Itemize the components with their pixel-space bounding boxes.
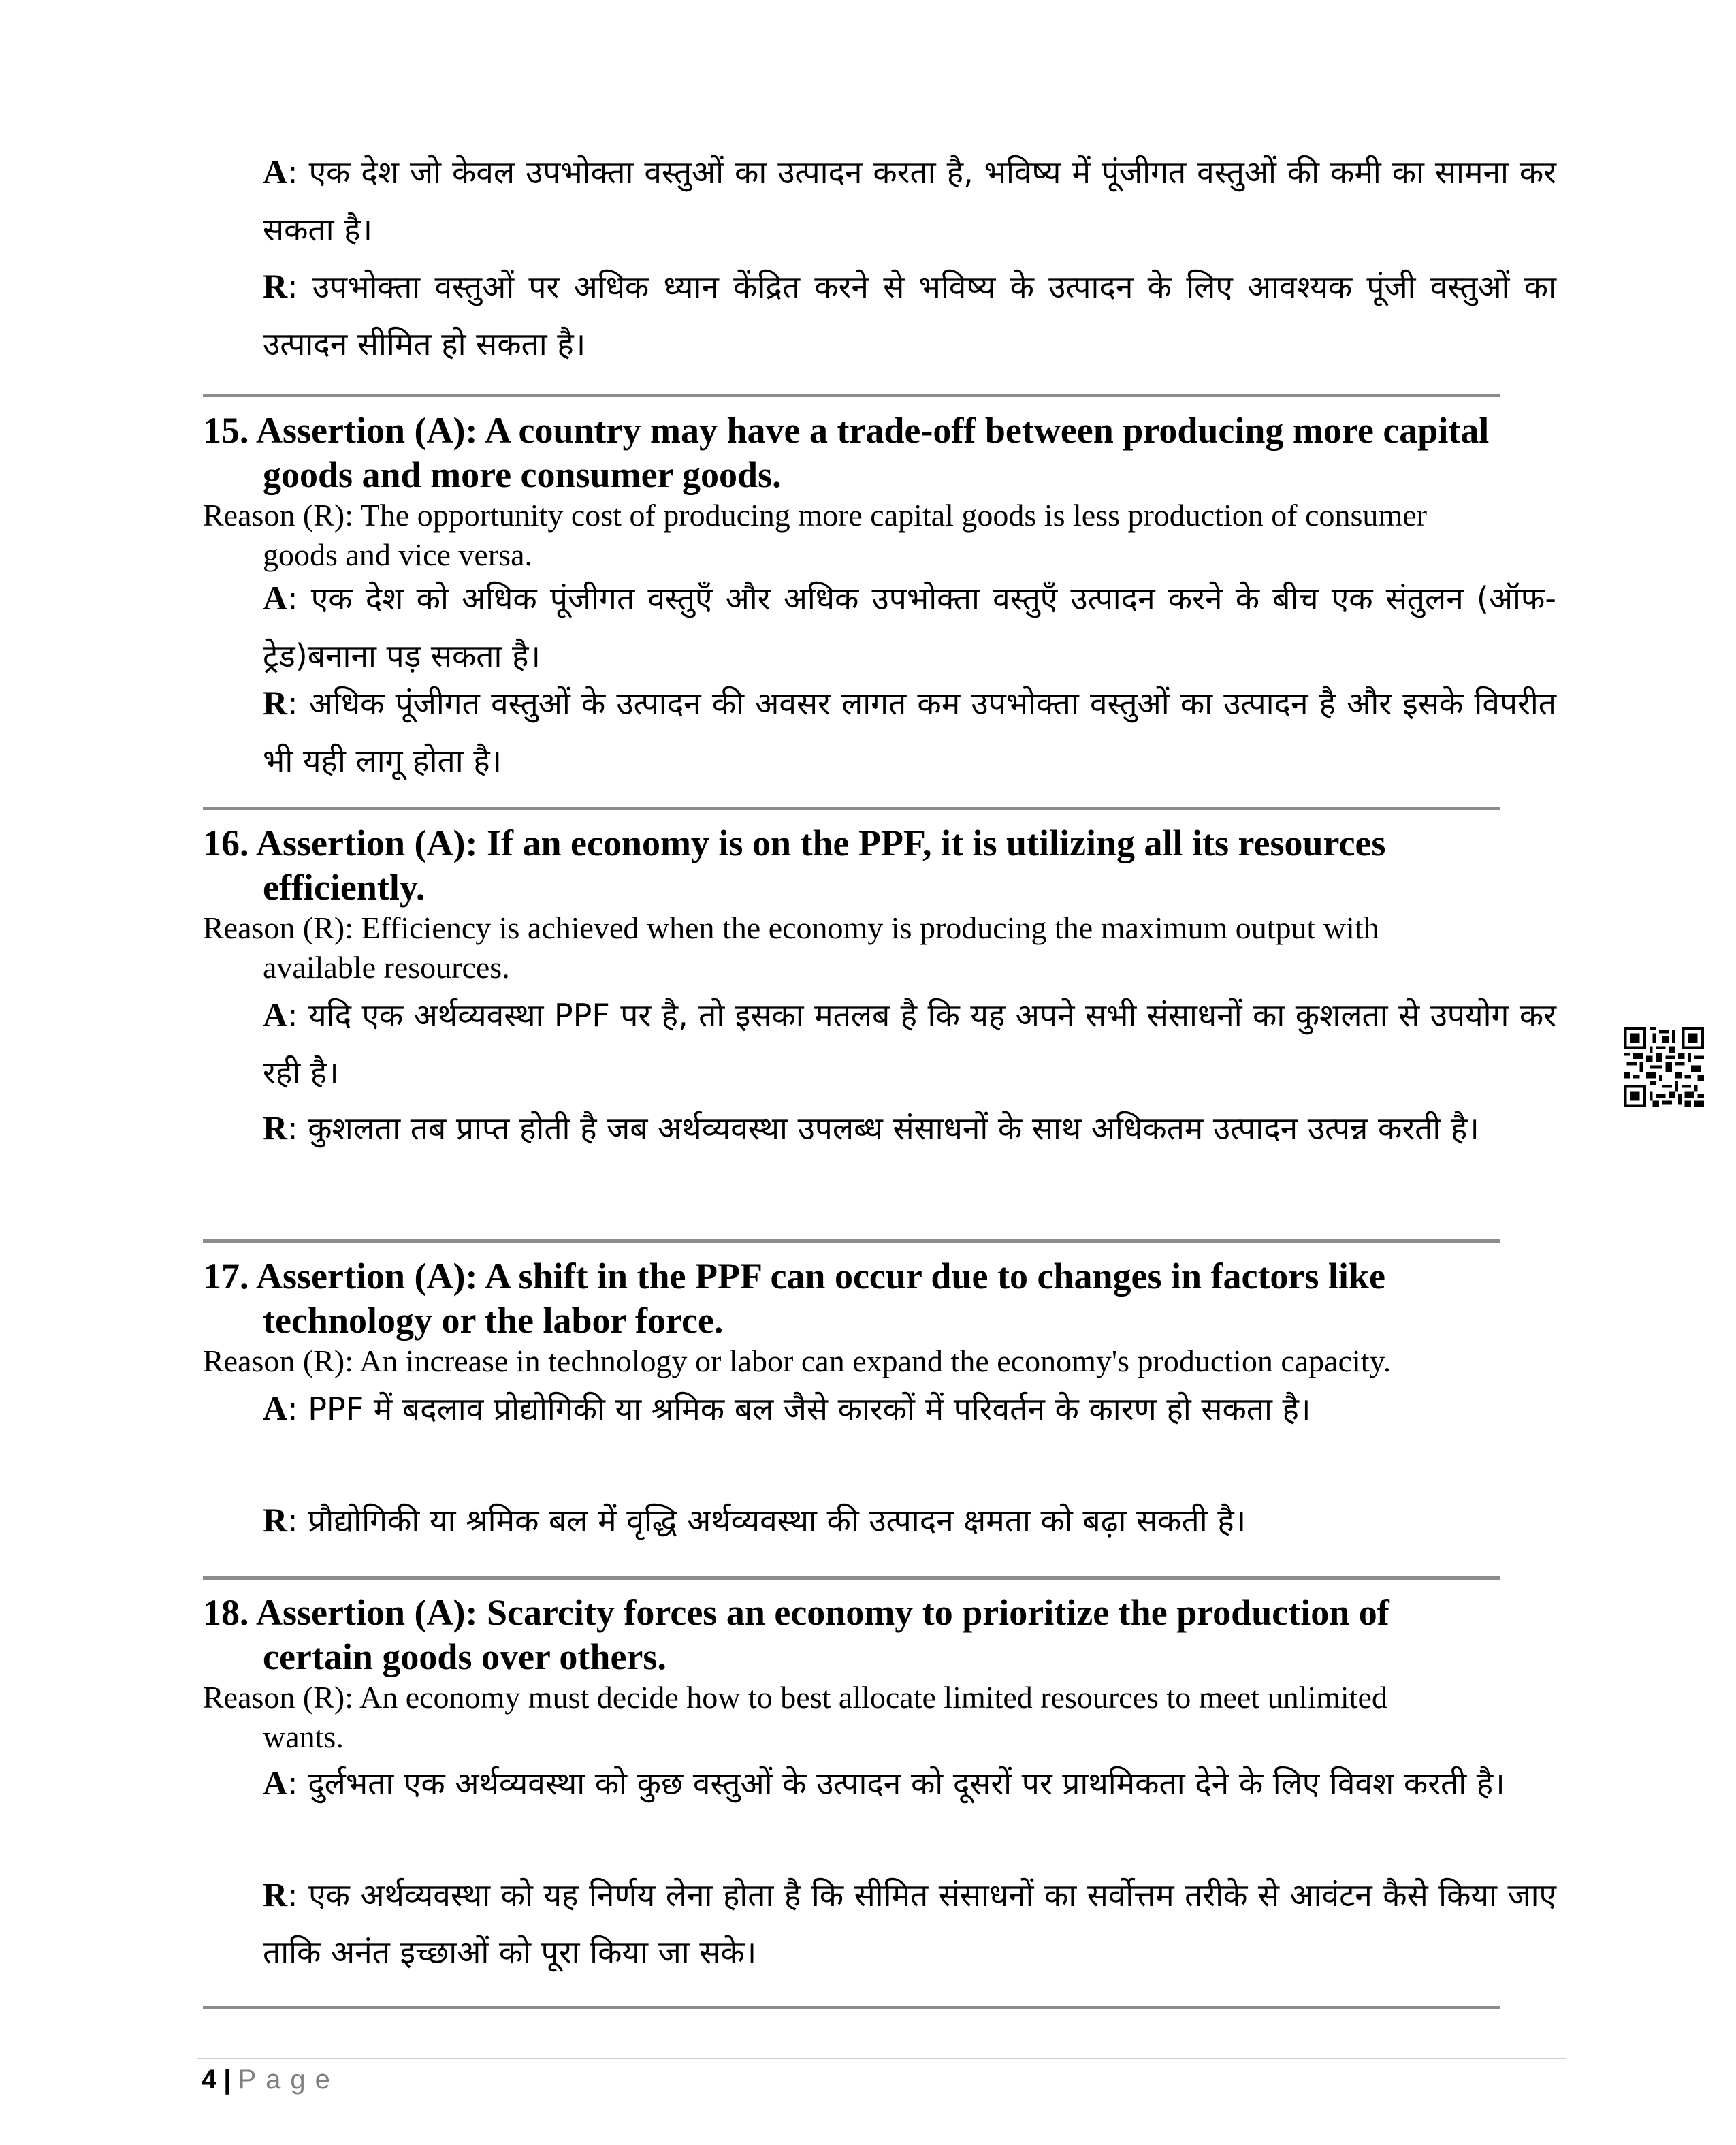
page-word: Page [238,2065,340,2095]
question-15-reason-hindi: R: अधिक पूंजीगत वस्तुओं के उत्पादन की अवसर लागत कम उपभोक्ता वस्तुओं का उत्पादन है और इसके विपरीत भी यही लागू होता है। [263,684,1557,779]
question-18-reason-hindi: R: एक अर्थव्यवस्था को यह निर्णय लेना होता है कि सीमित संसाधनों का सर्वोत्तम तरीके से आवंटन कैसे किया जाए ताकि अनंत इच्छाओं को पूरा किया जा सके। [263,1875,1556,1971]
question-15-reason: Reason (R): The opportunity cost of producing more capital goods is less production of consumer goods and vice versa. [203,498,1427,572]
section-divider [203,1576,1500,1580]
question-17-reason: Reason (R): An increase in technology or labor can expand the economy's production capacity. [203,1344,1392,1378]
question-18-reason: Reason (R): An economy must decide how to best allocate limited resources to meet unlimited wants. [203,1680,1387,1754]
assertion-text-hindi: : एक देश जो केवल उपभोक्ता वस्तुओं का उत्पादन करता है, भविष्य में पूंजीगत वस्तुओं की कमी का सामना कर सकता है। [263,154,1556,248]
section-divider [203,2006,1500,2009]
page-footer [202,2063,340,2096]
section-divider [203,394,1500,397]
footer-separator: | [223,2065,231,2095]
question-16-assertion: 16. Assertion (A): If an economy is on the PPF, it is utilizing all its resources efficiently. [203,823,1386,908]
intro-reason-hindi [263,257,1556,372]
question-15-assertion: 15. Assertion (A): A country may have a trade-off between producing more capital goods and more consumer goods. [203,410,1490,495]
question-18-assertion: 18. Assertion (A): Scarcity forces an economy to prioritize the production of certain goods over others. [203,1592,1389,1677]
question-16-reason: Reason (R): Efficiency is achieved when the economy is producing the maximum output with available resources. [203,910,1379,985]
qr-code-icon[interactable] [1624,1027,1704,1107]
section-divider [203,1239,1500,1243]
intro-assertion-hindi [263,143,1556,258]
assertion-label: A [263,153,288,191]
question-17-assertion-hindi: A: PPF में बदलाव प्रोद्योगिकी या श्रमिक बल जैसे कारकों में परिवर्तन के कारण हो सकता है। [263,1389,1311,1427]
reason-text-hindi: : उपभोक्ता वस्तुओं पर अधिक ध्यान केंद्रित करने से भविष्य के उत्पादन के लिए आवश्यक पूंजी वस्तुओं का उत्पादन सीमित हो सकता है। [263,268,1556,362]
question-18-assertion-hindi: A: दुर्लभता एक अर्थव्यवस्था को कुछ वस्तुओं के उत्पादन को दूसरों पर प्राथमिकता देने के लिए विवश करती है। [263,1764,1505,1802]
section-divider [203,807,1500,810]
question-17-assertion: 17. Assertion (A): A shift in the PPF can occur due to changes in factors like technology or the labor force. [203,1256,1385,1341]
reason-label: R [263,267,288,305]
question-17-reason-hindi: R: प्रौद्योगिकी या श्रमिक बल में वृद्धि अर्थव्यवस्था की उत्पादन क्षमता को बढ़ा सकती है। [263,1501,1247,1539]
question-16-reason-hindi: R: कुशलता तब प्राप्त होती है जब अर्थव्यवस्था उपलब्ध संसाधनों के साथ अधिकतम उत्पादन उत्पन्न करती है। [263,1109,1479,1147]
footer-divider [197,2058,1566,2059]
question-15-assertion-hindi: A: एक देश को अधिक पूंजीगत वस्तुएँ और अधिक उपभोक्ता वस्तुएँ उत्पादन करने के बीच एक संतुलन (ऑफ-ट्रेड)बनाना पड़ सकता है। [263,579,1556,674]
question-16-assertion-hindi: A: यदि एक अर्थव्यवस्था PPF पर है, तो इसका मतलब है कि यह अपने सभी संसाधनों का कुशलता से उपयोग कर रही है। [263,996,1556,1091]
page-number: 4 [202,2065,217,2095]
